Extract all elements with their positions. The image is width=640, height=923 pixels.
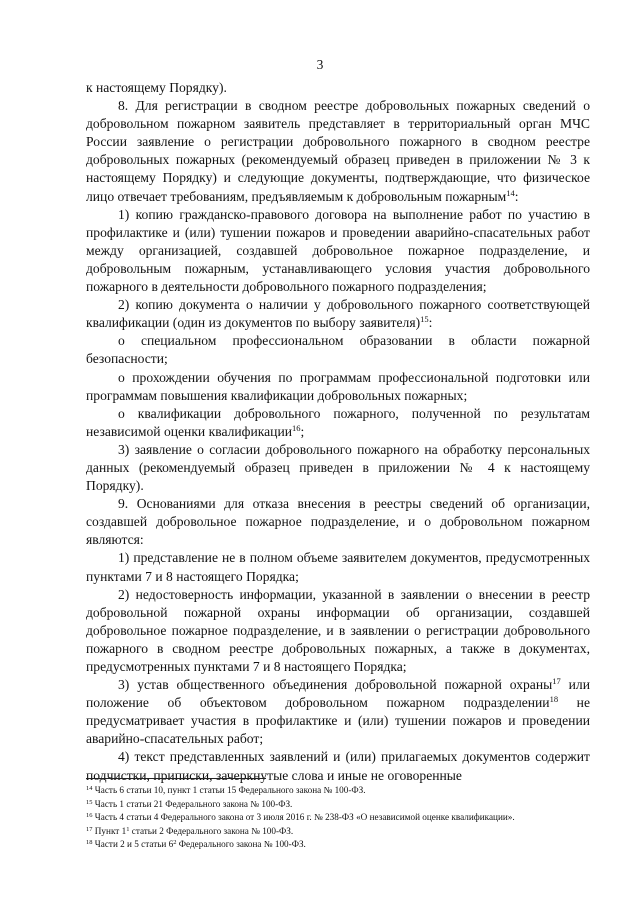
text-run: 3) заявление о согласии добровольного пожарного на обработку персональных данных (рекомендуемый образец приведен в приложении № 4 к настоящему Порядку). <box>86 441 590 494</box>
text-run: 8. Для регистрации в сводном реестре добровольных пожарных сведений о добровольном пожарном заявитель представляет в территориальный орган МЧС России заявление о регистрации добровольного пожарного в сводном реестре добровольных пожарных (рекомендуемый образец приведен в приложении № 3 к настоящему Порядку) и следующие документы, подтверждающие, что физическое лицо отвечает требованиям, предъявляемым к добровольным пожарным <box>86 98 590 204</box>
paragraph <box>86 405 590 441</box>
main-text <box>86 79 590 785</box>
footnote-separator <box>86 778 266 779</box>
footnote-ref: 14 <box>506 187 515 198</box>
footnote-ref: 18 <box>549 694 559 705</box>
paragraph <box>86 296 590 332</box>
paragraph <box>86 79 590 97</box>
paragraph <box>86 495 590 549</box>
text-run: Часть 4 статьи 4 Федерального закона от 3 июля 2016 г. № 238-ФЗ «О независимой оценке квалификации». <box>92 812 515 823</box>
footnote-ref: 1 <box>126 825 130 833</box>
text-run: о прохождении обучения по программам профессиональной подготовки или программам повышения квалификации добровольных пожарных; <box>86 369 590 403</box>
text-run: о квалификации добровольного пожарного, полученной по результатам независимой оценки квалификации <box>86 405 590 439</box>
paragraph <box>86 676 590 748</box>
paragraph <box>86 97 590 206</box>
text-run: статьи 2 Федерального закона № 100-ФЗ. <box>129 825 294 836</box>
footnote <box>86 825 590 839</box>
footnote-ref: 15 <box>420 314 429 325</box>
footnote-ref: 17 <box>552 676 561 687</box>
text-run: Пункт 1 <box>92 825 127 836</box>
text-run: 4) текст представленных заявлений и (или) прилагаемых документов содержит подчистки, приписки, зачеркнутые слова и иные не оговоренные <box>86 749 590 783</box>
text-run: Части 2 и 5 статьи 6 <box>92 839 174 850</box>
text-run: Часть 6 статьи 10, пункт 1 статьи 15 Федерального закона № 100-ФЗ. <box>92 785 366 795</box>
paragraph <box>86 206 590 296</box>
paragraph <box>86 549 590 585</box>
text-run: или положение об объектовом добровольном пожарном подразделении <box>86 677 590 711</box>
text-run: 2) недостоверность информации, указанной в заявлении о внесении в реестр добровольной пожарной охраны информации об организации, создавшей добровольное пожарное подразделение, и в заявлении о регистрации добровольного пожарного в сводном реестре добровольных пожарных, а также в документах, предусмотренных пунктами 7 и 8 настоящего Порядка; <box>86 586 590 674</box>
footnote-ref: 17 <box>86 825 93 833</box>
text-run: не предусматривает участия в профилактике и (или) тушении пожаров и проведении аварийно-спасательных работ; <box>86 695 590 747</box>
paragraph <box>86 586 590 676</box>
footnote <box>86 811 590 825</box>
paragraph <box>86 369 590 405</box>
footnote <box>86 798 590 812</box>
text-run: Часть 1 статьи 21 Федерального закона № 100-ФЗ. <box>92 798 293 809</box>
text-run: 2) копию документа о наличии у добровольного пожарного соответствующей квалификации (один из документов по выбору заявителя) <box>86 297 590 331</box>
text-run: : <box>428 315 433 331</box>
text-run: к настоящему Порядку). <box>86 80 227 95</box>
text-run: 3) устав общественного объединения добровольной пожарной охраны <box>118 677 553 693</box>
paragraph <box>86 332 590 368</box>
footnote <box>86 838 590 852</box>
paragraph <box>86 748 590 784</box>
text-run: : <box>514 188 519 204</box>
text-run: Федерального закона № 100-ФЗ. <box>176 839 306 850</box>
footnote-ref: 2 <box>173 839 177 847</box>
footnote-ref: 16 <box>86 812 93 820</box>
footnote-ref: 14 <box>86 785 93 792</box>
paragraph <box>86 441 590 495</box>
page-number: 3 <box>316 57 324 72</box>
footnotes <box>86 784 590 852</box>
text-run: 1) копию гражданско-правового договора на выполнение работ по участию в профилактике и (или) тушении пожаров и проведении аварийно-спасательных работ между организацией, создавшей добровольное пожарное подразделение, и добровольным пожарным, устанавливающего условия участия добровольного пожарного в деятельности добровольного пожарного подразделения; <box>86 206 590 295</box>
footnote-ref: 18 <box>86 839 93 847</box>
footnote-ref: 15 <box>86 798 93 806</box>
text-run: о специальном профессиональном образовании в области пожарной безопасности; <box>86 333 590 367</box>
footnote <box>86 784 590 798</box>
text-run: ; <box>300 423 305 439</box>
text-run: 9. Основаниями для отказа внесения в реестры сведений об организации, создавшей добровольное пожарное подразделение, и о добровольном пожарном являются: <box>86 496 590 548</box>
footnote-ref: 16 <box>292 422 301 433</box>
text-run: 1) представление не в полном объеме заявителем документов, предусмотренных пунктами 7 и 8 настоящего Порядка; <box>86 550 590 584</box>
